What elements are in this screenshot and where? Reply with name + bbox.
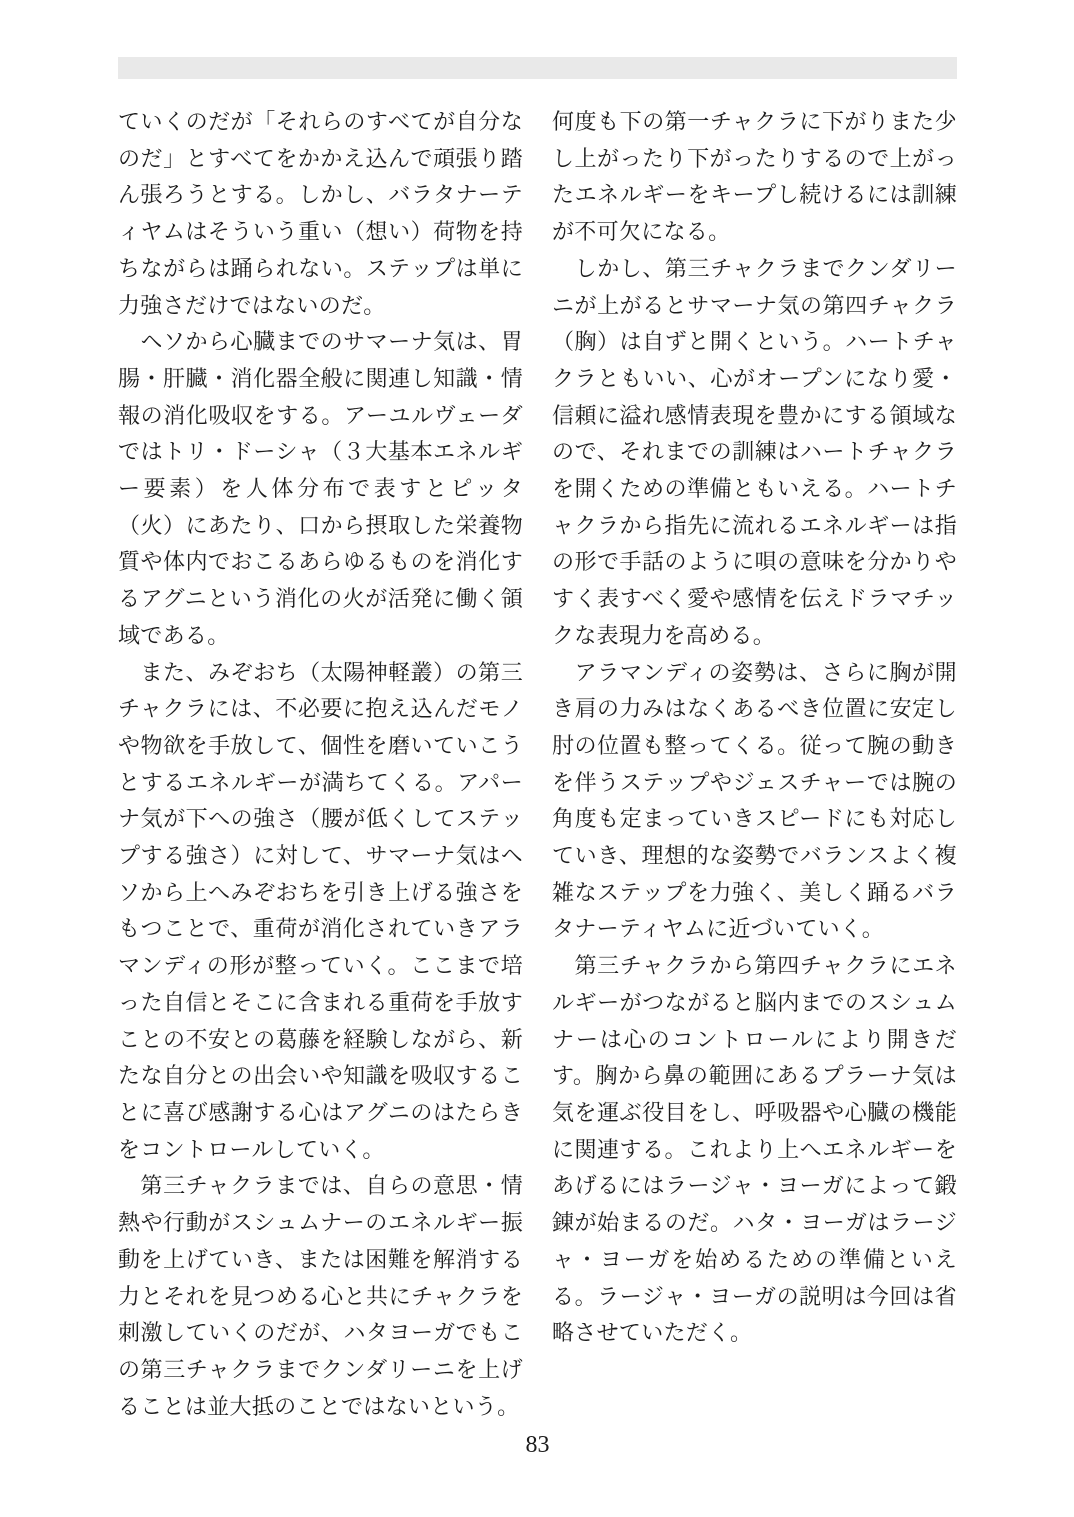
paragraph: アラマンディの姿勢は、さらに胸が開き肩の力みはなくあるべき位置に安定し肘の位置も整ってくる。従って腕の動きを伴うステップやジェスチャーでは腕の角度も定まっていきスピードにも対応していき、理想的な姿勢でバランスよく複雑なステップを力強く、美しく踊るバラタナーティヤムに近づいていく。: [552, 659, 957, 942]
page-number: 83: [525, 1432, 550, 1458]
text-columns: [118, 104, 958, 1425]
paragraph: ヘソから心臓までのサマーナ気は、胃腸・肝臓・消化器全般に関連し知識・情報の消化吸収をする。アーユルヴェーダではトリ・ドーシャ（３大基本エネルギー要素）を人体分布で表すとピッタ（火）にあたり、口から摂取した栄養物質や体内でおこるあらゆるものを消化するアグニという消化の火が活発に働く領域である。: [118, 329, 523, 648]
left-column: [118, 104, 523, 1425]
paragraph: 第三チャクラから第四チャクラにエネルギーがつながると脳内までのスシュムナーは心のコントロールにより開きだす。胸から鼻の範囲にあるプラーナ気は気を運ぶ役目をし、呼吸器や心臓の機能に関連する。これより上へエネルギーをあげるにはラージャ・ヨーガによって鍛錬が始まるのだ。ハタ・ヨーガはラージャ・ヨーガを始めるための準備といえる。ラージャ・ヨーガの説明は今回は省略させていただく。: [552, 953, 957, 1346]
header-band: [118, 57, 957, 79]
paragraph: 何度も下の第一チャクラに下がりまた少し上がったり下がったりするので上がったエネルギーをキープし続けるには訓練が不可欠になる。: [552, 109, 957, 245]
right-column: [552, 104, 957, 1425]
paragraph: ていくのだが「それらのすべてが自分なのだ」とすべてをかかえ込んで頑張り踏ん張ろうとする。しかし、バラタナーティヤムはそういう重い（想い）荷物を持ちながらは踊られない。ステップは単に力強さだけではないのだ。: [118, 109, 523, 318]
paragraph: しかし、第三チャクラまでクンダリーニが上がるとサマーナ気の第四チャクラ（胸）は自ずと開くという。ハートチャクラともいい、心がオープンになり愛・信頼に溢れ感情表現を豊かにする領域なので、それまでの訓練はハートチャクラを開くための準備ともいえる。ハートチャクラから指先に流れるエネルギーは指の形で手話のように唄の意味を分かりやすく表すべく愛や感情を伝えドラマチックな表現力を高める。: [552, 255, 957, 648]
paragraph: 第三チャクラまでは、自らの意思・情熱や行動がスシュムナーのエネルギー振動を上げていき、または困難を解消する力とそれを見つめる心と共にチャクラを刺激していくのだが、ハタヨーガでもこの第三チャクラまでクンダリーニを上げることは並大抵のことではないという。: [118, 1173, 523, 1419]
paragraph: また、みぞおち（太陽神軽叢）の第三チャクラには、不必要に抱え込んだモノや物欲を手放して、個性を磨いていこうとするエネルギーが満ちてくる。アパーナ気が下への強さ（腰が低くしてステップする強さ）に対して、サマーナ気はヘソから上へみぞおちを引き上げる強さをもつことで、重荷が消化されていきアラマンディの形が整っていく。ここまで培った自信とそこに含まれる重荷を手放すことの不安との葛藤を経験しながら、新たな自分との出会いや知識を吸収することに喜び感謝する心はアグニのはたらきをコントロールしていく。: [118, 659, 523, 1162]
